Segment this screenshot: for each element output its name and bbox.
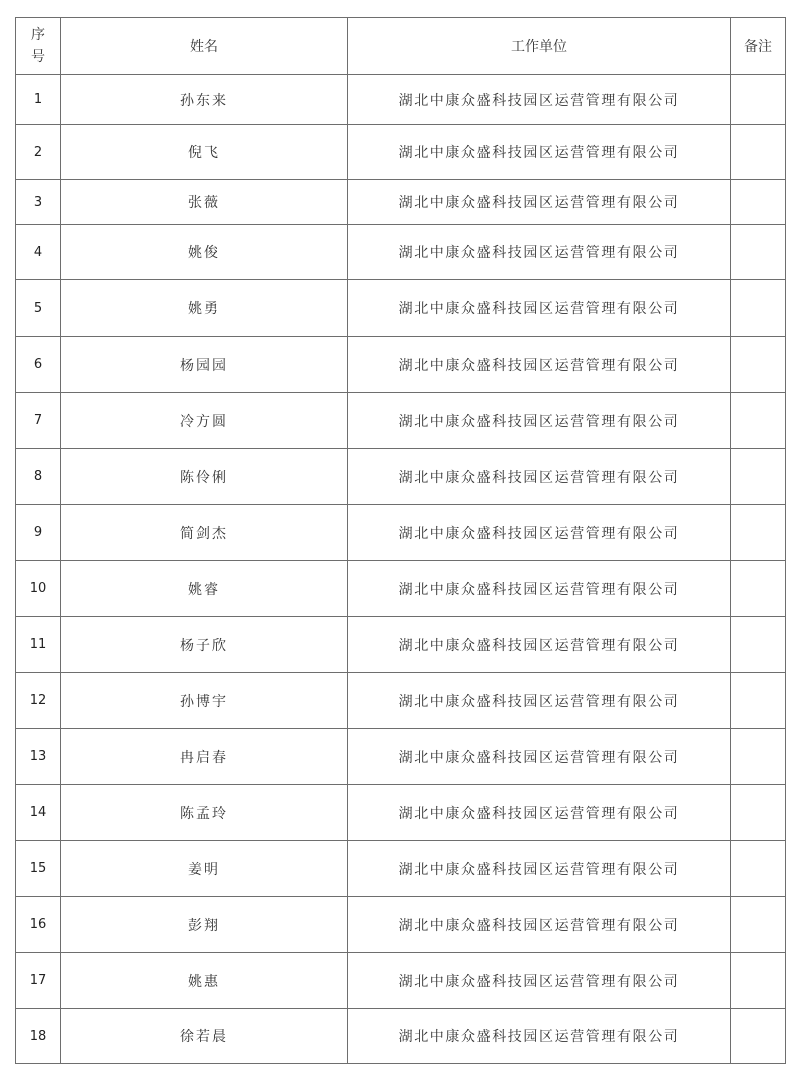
- cell-serial-number: 12: [16, 673, 61, 729]
- cell-work-unit: 湖北中康众盛科技园区运营管理有限公司: [348, 841, 731, 897]
- table-row: [16, 393, 786, 449]
- table-row: [16, 1009, 786, 1064]
- cell-name: 陈伶俐: [61, 449, 348, 505]
- cell-work-unit: 湖北中康众盛科技园区运营管理有限公司: [348, 225, 731, 280]
- cell-name: 彭翔: [61, 897, 348, 953]
- cell-work-unit: 湖北中康众盛科技园区运营管理有限公司: [348, 393, 731, 449]
- cell-serial-number: 5: [16, 280, 61, 337]
- cell-serial-number: 11: [16, 617, 61, 673]
- cell-remarks: [731, 897, 786, 953]
- cell-remarks: [731, 180, 786, 225]
- cell-work-unit: 湖北中康众盛科技园区运营管理有限公司: [348, 729, 731, 785]
- cell-serial-number: 14: [16, 785, 61, 841]
- table-row: [16, 561, 786, 617]
- cell-remarks: [731, 729, 786, 785]
- header-serial-line1: 序: [31, 27, 45, 43]
- header-serial-number: [16, 18, 61, 75]
- cell-name: 孙东来: [61, 75, 348, 125]
- cell-serial-number: 17: [16, 953, 61, 1009]
- cell-serial-number: 2: [16, 125, 61, 180]
- table-row: [16, 449, 786, 505]
- header-name: 姓名: [61, 18, 348, 75]
- cell-serial-number: 15: [16, 841, 61, 897]
- cell-name: 冷方圆: [61, 393, 348, 449]
- header-remarks: 备注: [731, 18, 786, 75]
- cell-work-unit: 湖北中康众盛科技园区运营管理有限公司: [348, 280, 731, 337]
- table-row: [16, 280, 786, 337]
- cell-name: 姚睿: [61, 561, 348, 617]
- cell-name: 徐若晨: [61, 1009, 348, 1064]
- cell-remarks: [731, 785, 786, 841]
- cell-remarks: [731, 393, 786, 449]
- table-row: [16, 729, 786, 785]
- table-row: [16, 953, 786, 1009]
- cell-remarks: [731, 617, 786, 673]
- cell-name: 杨子欣: [61, 617, 348, 673]
- cell-work-unit: 湖北中康众盛科技园区运营管理有限公司: [348, 953, 731, 1009]
- cell-remarks: [731, 449, 786, 505]
- cell-work-unit: 湖北中康众盛科技园区运营管理有限公司: [348, 617, 731, 673]
- table-row: [16, 505, 786, 561]
- cell-serial-number: 7: [16, 393, 61, 449]
- cell-work-unit: 湖北中康众盛科技园区运营管理有限公司: [348, 337, 731, 393]
- cell-name: 倪飞: [61, 125, 348, 180]
- cell-name: 姜明: [61, 841, 348, 897]
- cell-serial-number: 3: [16, 180, 61, 225]
- cell-serial-number: 10: [16, 561, 61, 617]
- cell-remarks: [731, 75, 786, 125]
- cell-serial-number: 13: [16, 729, 61, 785]
- cell-remarks: [731, 561, 786, 617]
- table-row: [16, 897, 786, 953]
- cell-remarks: [731, 1009, 786, 1064]
- cell-work-unit: 湖北中康众盛科技园区运营管理有限公司: [348, 449, 731, 505]
- table-row: [16, 337, 786, 393]
- cell-serial-number: 4: [16, 225, 61, 280]
- cell-work-unit: 湖北中康众盛科技园区运营管理有限公司: [348, 785, 731, 841]
- header-serial-line2: 号: [31, 49, 45, 65]
- cell-name: 杨园园: [61, 337, 348, 393]
- cell-work-unit: 湖北中康众盛科技园区运营管理有限公司: [348, 673, 731, 729]
- table-row: [16, 617, 786, 673]
- cell-serial-number: 9: [16, 505, 61, 561]
- cell-work-unit: 湖北中康众盛科技园区运营管理有限公司: [348, 897, 731, 953]
- cell-work-unit: 湖北中康众盛科技园区运营管理有限公司: [348, 75, 731, 125]
- cell-work-unit: 湖北中康众盛科技园区运营管理有限公司: [348, 125, 731, 180]
- table-row: [16, 785, 786, 841]
- table-row: [16, 225, 786, 280]
- cell-work-unit: 湖北中康众盛科技园区运营管理有限公司: [348, 561, 731, 617]
- cell-name: 冉启春: [61, 729, 348, 785]
- cell-serial-number: 18: [16, 1009, 61, 1064]
- cell-remarks: [731, 841, 786, 897]
- cell-name: 孙博宇: [61, 673, 348, 729]
- cell-name: 张薇: [61, 180, 348, 225]
- cell-work-unit: 湖北中康众盛科技园区运营管理有限公司: [348, 1009, 731, 1064]
- cell-remarks: [731, 337, 786, 393]
- cell-name: 简剑杰: [61, 505, 348, 561]
- table-row: [16, 673, 786, 729]
- header-work-unit: 工作单位: [348, 18, 731, 75]
- table-row: [16, 841, 786, 897]
- cell-serial-number: 6: [16, 337, 61, 393]
- cell-serial-number: 16: [16, 897, 61, 953]
- table-body: [16, 75, 786, 1064]
- cell-serial-number: 8: [16, 449, 61, 505]
- cell-name: 姚勇: [61, 280, 348, 337]
- cell-remarks: [731, 225, 786, 280]
- cell-remarks: [731, 673, 786, 729]
- table-row: [16, 75, 786, 125]
- cell-remarks: [731, 953, 786, 1009]
- table-header-row: [16, 18, 786, 75]
- cell-name: 陈孟玲: [61, 785, 348, 841]
- table-row: [16, 125, 786, 180]
- cell-work-unit: 湖北中康众盛科技园区运营管理有限公司: [348, 505, 731, 561]
- cell-remarks: [731, 505, 786, 561]
- cell-remarks: [731, 125, 786, 180]
- roster-table: [15, 17, 786, 1064]
- cell-name: 姚惠: [61, 953, 348, 1009]
- table-row: [16, 180, 786, 225]
- cell-work-unit: 湖北中康众盛科技园区运营管理有限公司: [348, 180, 731, 225]
- cell-name: 姚俊: [61, 225, 348, 280]
- cell-remarks: [731, 280, 786, 337]
- cell-serial-number: 1: [16, 75, 61, 125]
